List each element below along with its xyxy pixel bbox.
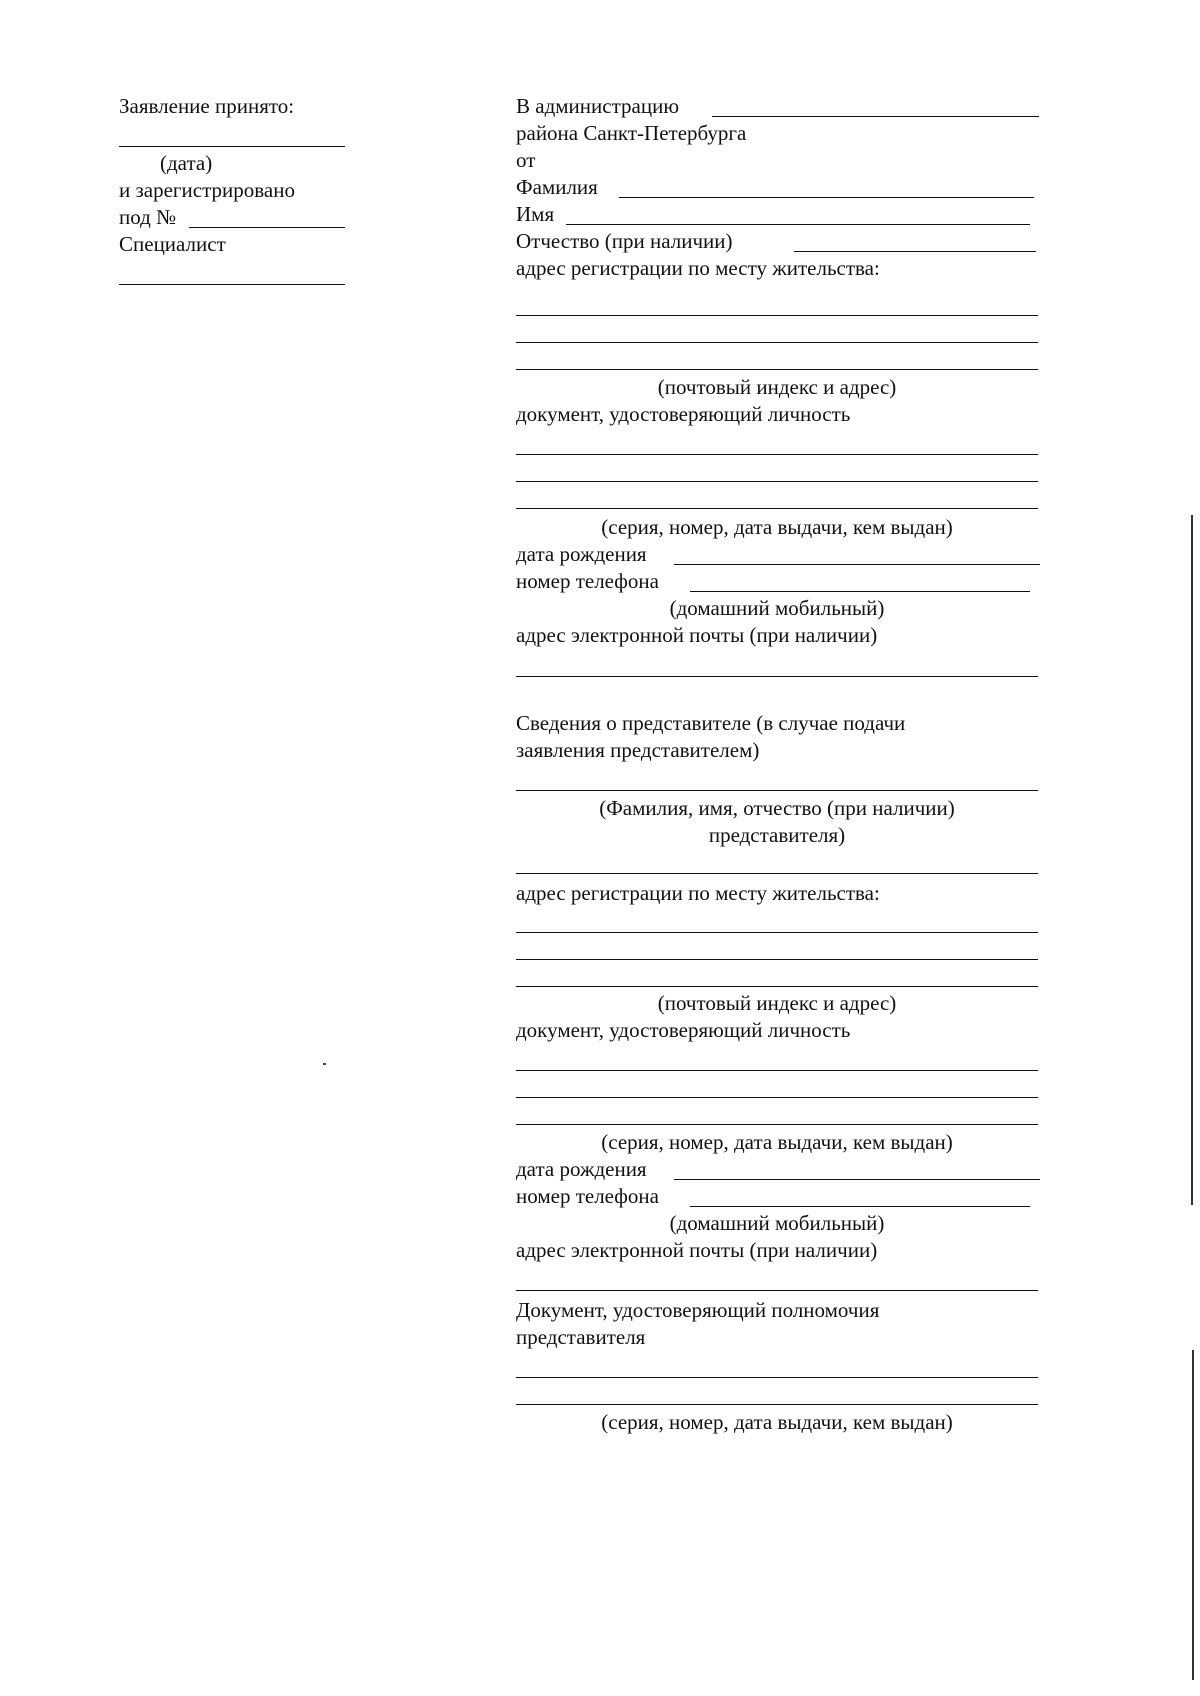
id-doc-label: документ, удостоверяющий личность bbox=[516, 402, 851, 426]
phone-field[interactable] bbox=[690, 569, 1030, 592]
rep-id-doc-label: документ, удостоверяющий личность bbox=[516, 1018, 851, 1042]
rep-info-line-2: заявления представителем) bbox=[516, 738, 760, 762]
postal-caption: (почтовый индекс и адрес) bbox=[657, 375, 897, 399]
accepted-label: Заявление принято: bbox=[119, 94, 295, 118]
rep-birth-date-field[interactable] bbox=[674, 1157, 1040, 1180]
rep-reg-address-line-1[interactable] bbox=[516, 932, 1038, 933]
rep-info-line-1: Сведения о представителе (в случае подачи bbox=[516, 711, 906, 735]
scan-edge-mark bbox=[1191, 515, 1193, 1205]
surname-label: Фамилия bbox=[516, 175, 598, 199]
email-line[interactable] bbox=[516, 676, 1038, 677]
date-caption: (дата) bbox=[160, 151, 213, 175]
rep-fio-caption-2: представителя) bbox=[708, 823, 846, 847]
scan-edge-mark-lower bbox=[1192, 1350, 1194, 1680]
patronymic-field[interactable] bbox=[794, 229, 1036, 252]
rep-extra-line[interactable] bbox=[516, 873, 1038, 874]
name-label: Имя bbox=[516, 202, 555, 226]
rep-id-doc-line-1[interactable] bbox=[516, 1070, 1038, 1071]
reg-address-line-3[interactable] bbox=[516, 369, 1038, 370]
reg-address-label: адрес регистрации по месту жительства: bbox=[516, 256, 880, 280]
rep-phone-field[interactable] bbox=[690, 1184, 1030, 1207]
rep-birth-date-label: дата рождения bbox=[516, 1157, 647, 1181]
rep-authority-line-2[interactable] bbox=[516, 1404, 1038, 1405]
rep-authority-caption: (серия, номер, дата выдачи, кем выдан) bbox=[601, 1410, 953, 1434]
rep-fio-line[interactable] bbox=[516, 790, 1038, 791]
email-label: адрес электронной почты (при наличии) bbox=[516, 623, 878, 647]
to-admin-label: В администрацию bbox=[516, 94, 680, 118]
phone-caption: (домашний мобильный) bbox=[669, 596, 885, 620]
rep-reg-address-label: адрес регистрации по месту жительства: bbox=[516, 881, 880, 905]
rep-authority-doc-line-1: Документ, удостоверяющий полномочия bbox=[516, 1298, 880, 1322]
specialist-signature-field[interactable] bbox=[119, 262, 345, 285]
rep-reg-address-line-3[interactable] bbox=[516, 986, 1038, 987]
district-label: района Санкт-Петербурга bbox=[516, 121, 747, 145]
rep-email-label: адрес электронной почты (при наличии) bbox=[516, 1238, 878, 1262]
rep-postal-caption: (почтовый индекс и адрес) bbox=[657, 991, 897, 1015]
birth-date-label: дата рождения bbox=[516, 542, 647, 566]
id-doc-line-3[interactable] bbox=[516, 508, 1038, 509]
from-label: от bbox=[516, 148, 536, 172]
scan-speck bbox=[323, 1063, 326, 1065]
rep-fio-caption-1: (Фамилия, имя, отчество (при наличии) bbox=[599, 796, 955, 820]
specialist-label: Специалист bbox=[119, 232, 226, 256]
birth-date-field[interactable] bbox=[674, 542, 1040, 565]
patronymic-label: Отчество (при наличии) bbox=[516, 229, 733, 253]
rep-authority-doc-line-2: представителя bbox=[516, 1325, 646, 1349]
registration-number-field[interactable] bbox=[189, 205, 345, 228]
rep-phone-label: номер телефона bbox=[516, 1184, 659, 1208]
rep-reg-address-line-2[interactable] bbox=[516, 959, 1038, 960]
receipt-date-field[interactable] bbox=[119, 124, 345, 147]
series-caption: (серия, номер, дата выдачи, кем выдан) bbox=[601, 515, 953, 539]
id-doc-line-2[interactable] bbox=[516, 481, 1038, 482]
id-doc-line-1[interactable] bbox=[516, 454, 1038, 455]
phone-label: номер телефона bbox=[516, 569, 659, 593]
rep-phone-caption: (домашний мобильный) bbox=[669, 1211, 885, 1235]
surname-field[interactable] bbox=[619, 175, 1034, 198]
rep-series-caption: (серия, номер, дата выдачи, кем выдан) bbox=[601, 1130, 953, 1154]
name-field[interactable] bbox=[566, 202, 1030, 225]
reg-address-line-2[interactable] bbox=[516, 342, 1038, 343]
under-no-label: под № bbox=[119, 205, 177, 229]
reg-address-line-1[interactable] bbox=[516, 315, 1038, 316]
rep-id-doc-line-2[interactable] bbox=[516, 1097, 1038, 1098]
rep-email-line[interactable] bbox=[516, 1290, 1038, 1291]
administration-field[interactable] bbox=[712, 94, 1039, 117]
registered-label: и зарегистрировано bbox=[119, 178, 295, 202]
rep-id-doc-line-3[interactable] bbox=[516, 1124, 1038, 1125]
rep-authority-line-1[interactable] bbox=[516, 1377, 1038, 1378]
